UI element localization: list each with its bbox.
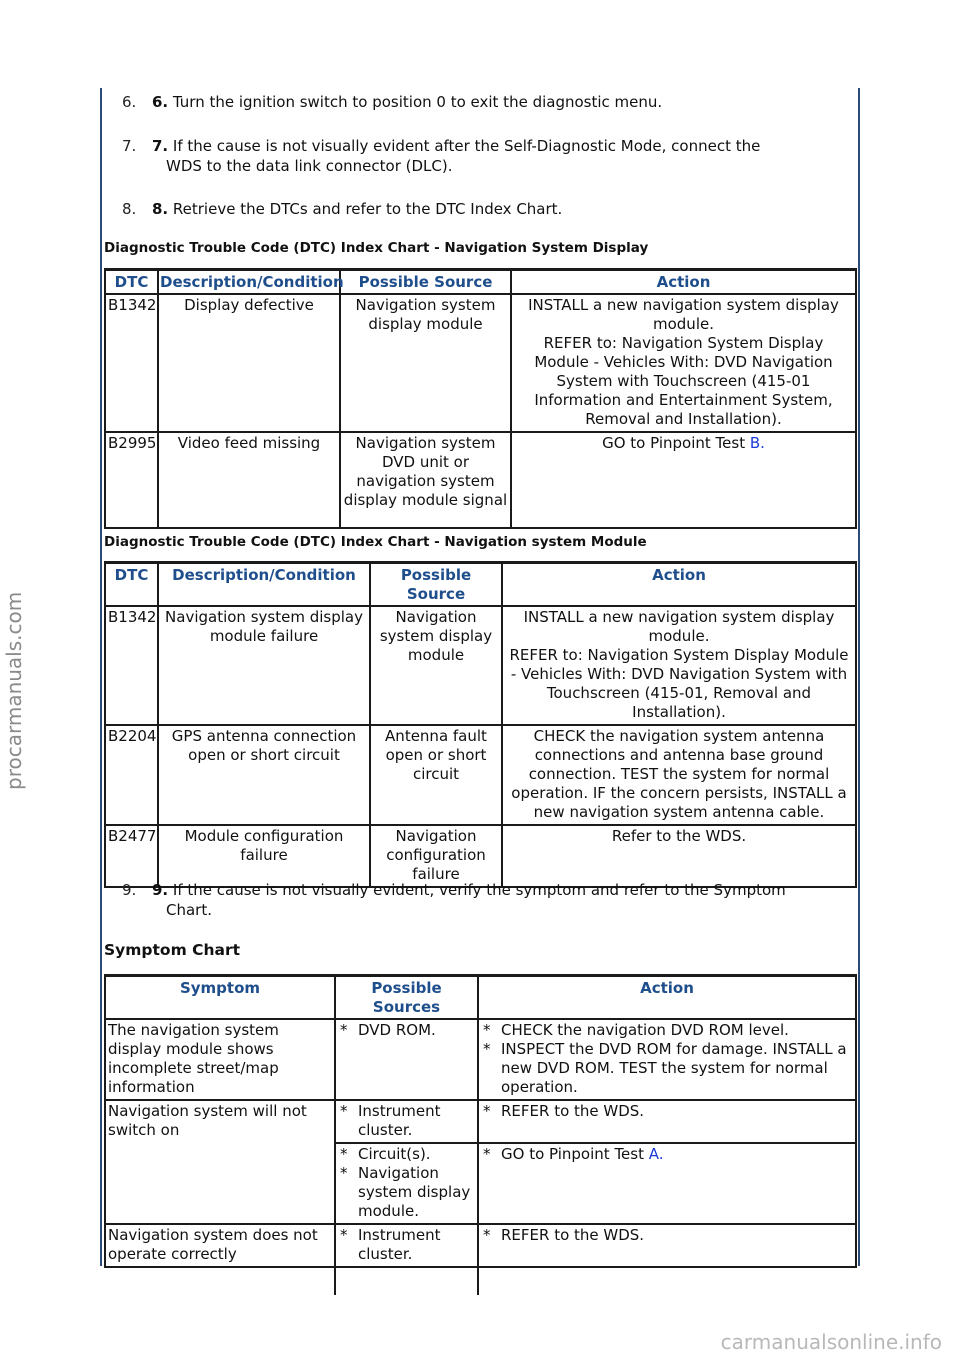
dtc-description: Display defective xyxy=(158,294,340,432)
dtc-code: B2204 xyxy=(105,725,158,825)
step-text: 7. If the cause is not visually evident after the Self-Diagnostic Mode, connect the WDS to the data link connector (DLC). xyxy=(152,137,761,175)
symptom-sources: * DVD ROM. xyxy=(335,1019,478,1100)
dtc-description: Video feed missing xyxy=(158,432,340,528)
side-watermark: procarmanuals.com xyxy=(2,591,26,790)
dtc-code: B2995 xyxy=(105,432,158,528)
symptom-text: Navigation system will not switch on xyxy=(105,1100,335,1224)
col-dtc: DTC xyxy=(105,270,158,295)
col-possible-sources: Possible Sources xyxy=(335,976,478,1020)
step-number: 6. xyxy=(122,93,137,111)
table-row xyxy=(105,1019,856,1100)
table-row xyxy=(105,725,856,825)
col-source: Possible Source xyxy=(370,563,502,607)
symptom-sources: * Instrument cluster. xyxy=(335,1100,478,1143)
dtc-code: B2477 xyxy=(105,825,158,887)
table-row-continued xyxy=(105,1267,856,1295)
symptom-text: Navigation system does not operate correctly xyxy=(105,1224,335,1267)
symptom-table xyxy=(104,974,857,1295)
table-row xyxy=(105,825,856,887)
table-row xyxy=(105,432,856,528)
dtc-table-module xyxy=(104,561,857,888)
symptom-actions: * GO to Pinpoint Test A. xyxy=(478,1143,856,1224)
symptom-sources: * Circuit(s). * Navigation system display module. xyxy=(335,1143,478,1224)
left-margin-rule xyxy=(100,88,102,1266)
step-text: 9. If the cause is not visually evident, verify the symptom and refer to the Symptom Chart. xyxy=(152,881,786,919)
right-margin-rule xyxy=(858,88,860,1266)
table2-title: Diagnostic Trouble Code (DTC) Index Chart - Navigation system Module xyxy=(104,534,647,550)
col-action: Action xyxy=(478,976,856,1020)
col-description: Description/Condition xyxy=(158,270,340,295)
col-description: Description/Condition xyxy=(158,563,370,607)
symptom-actions: * CHECK the navigation DVD ROM level. * INSPECT the DVD ROM for damage. INSTALL a new DVD ROM. TEST the system for normal operation. xyxy=(478,1019,856,1100)
dtc-action: CHECK the navigation system antenna connections and antenna base ground connection. TEST the system for normal operation. IF the concern persists, INSTALL a new navigation system antenna cable. xyxy=(502,725,856,825)
dtc-source: Navigation configuration failure xyxy=(370,825,502,887)
table-row xyxy=(105,294,856,432)
dtc-source: Navigation system DVD unit or navigation system display module signal xyxy=(340,432,511,528)
symptom-sources: * Instrument cluster. xyxy=(335,1224,478,1267)
symptom-text: The navigation system display module shows incomplete street/map information xyxy=(105,1019,335,1100)
step-number: 9. xyxy=(122,881,137,899)
empty-cell xyxy=(105,1267,335,1295)
dtc-code: B1342 xyxy=(105,606,158,725)
dtc-action: INSTALL a new navigation system display module. REFER to: Navigation System Display Module - Vehicles With: DVD Navigation System with Touchscreen (415-01 Information and Entertainment System, Removal and Installation). xyxy=(511,294,856,432)
dtc-table-display xyxy=(104,268,857,529)
table1-title: Diagnostic Trouble Code (DTC) Index Chart - Navigation System Display xyxy=(104,240,649,256)
step-text: 6. Turn the ignition switch to position 0 to exit the diagnostic menu. xyxy=(152,93,663,111)
dtc-source: Antenna fault open or short circuit xyxy=(370,725,502,825)
col-source: Possible Source xyxy=(340,270,511,295)
col-symptom: Symptom xyxy=(105,976,335,1020)
dtc-action: Refer to the WDS. xyxy=(502,825,856,887)
step-text: 8. Retrieve the DTCs and refer to the DTC Index Chart. xyxy=(152,200,563,218)
symptom-actions: * REFER to the WDS. xyxy=(478,1100,856,1143)
dtc-description: Module configuration failure xyxy=(158,825,370,887)
pinpoint-test-link[interactable]: A. xyxy=(648,1145,664,1163)
empty-cell xyxy=(478,1267,856,1295)
pinpoint-test-link[interactable]: B. xyxy=(749,434,765,452)
table-row xyxy=(105,1100,856,1143)
symptom-actions: * REFER to the WDS. xyxy=(478,1224,856,1267)
dtc-code: B1342 xyxy=(105,294,158,432)
col-action: Action xyxy=(511,270,856,295)
table-row xyxy=(105,606,856,725)
dtc-source: Navigation system display module xyxy=(370,606,502,725)
dtc-description: GPS antenna connection open or short circuit xyxy=(158,725,370,825)
col-action: Action xyxy=(502,563,856,607)
step-number: 7. xyxy=(122,137,137,155)
symptom-chart-title: Symptom Chart xyxy=(104,941,241,959)
dtc-action: INSTALL a new navigation system display module. REFER to: Navigation System Display Module - Vehicles With: DVD Navigation System with Touchscreen (415-01, Removal and Installation). xyxy=(502,606,856,725)
step-number: 8. xyxy=(122,200,137,218)
col-dtc: DTC xyxy=(105,563,158,607)
dtc-source: Navigation system display module xyxy=(340,294,511,432)
empty-cell xyxy=(335,1267,478,1295)
footer-watermark: carmanualsonline.info xyxy=(720,1330,942,1354)
dtc-action: GO to Pinpoint Test B. xyxy=(511,432,856,528)
dtc-description: Navigation system display module failure xyxy=(158,606,370,725)
table-row xyxy=(105,1224,856,1267)
